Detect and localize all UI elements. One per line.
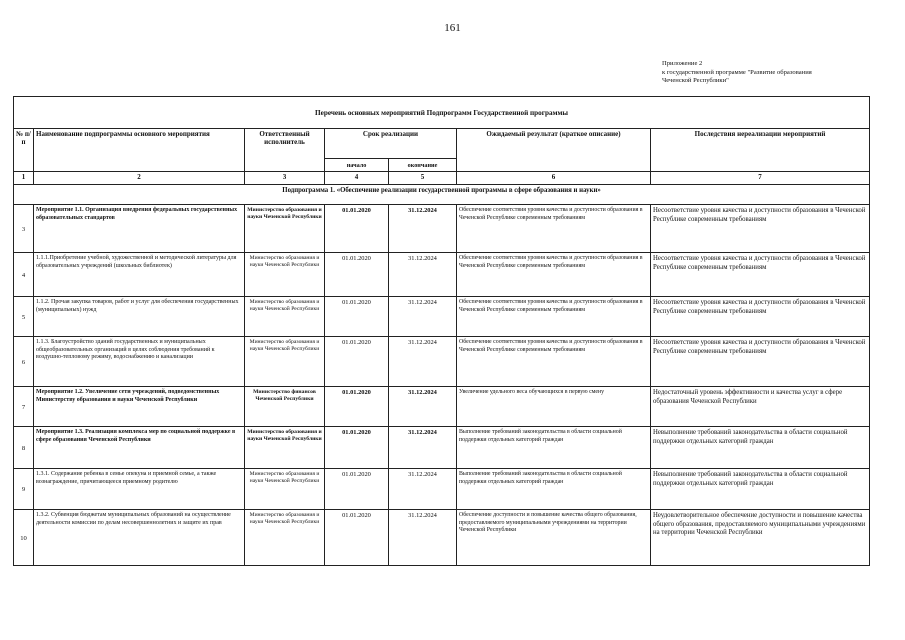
table-row (14, 297, 870, 337)
col-number: 4 (325, 172, 389, 185)
row-number: 8 (14, 427, 34, 469)
col-number: 7 (651, 172, 870, 185)
table-row (14, 510, 870, 566)
col-number: 3 (245, 172, 325, 185)
row-result: Выполнение требований законодательства в области социальной поддержки отдельных категорий граждан (457, 427, 651, 469)
row-executor: Министерство финансов Чеченской Республики (245, 387, 325, 427)
col-number: 1 (14, 172, 34, 185)
appendix-line-2: к государственной программе "Развитие образования (662, 68, 812, 76)
row-result: Обеспечение соответствия уровня качества и доступности образования в Чеченской Республике современным требованиям (457, 337, 651, 387)
row-end-date: 31.12.2024 (389, 510, 457, 566)
table-row (14, 427, 870, 469)
row-number: 6 (14, 337, 34, 387)
row-number: 9 (14, 469, 34, 510)
row-consequences: Неудовлетворительное обеспечение доступности и повышение качества общего образования, предоставляемого муниципальными учреждениями на территории Чеченской Республики (651, 510, 870, 566)
row-consequences: Невыполнение требований законодательства в области социальной поддержки отдельных категорий граждан (651, 427, 870, 469)
row-name: Мероприятие 1.2. Увеличение сети учреждений, подведомственных Министерству образования и науки Чеченской Республики (34, 387, 245, 427)
row-consequences: Несоответствие уровня качества и доступности образования в Чеченской Республике современным требованиям (651, 297, 870, 337)
header-name: Наименование подпрограммы основного мероприятия (34, 129, 245, 172)
row-result: Увеличение удельного веса обучающихся в первую смену (457, 387, 651, 427)
row-name: 1.3.1. Содержание ребенка в семье опекуна и приемной семье, а также вознаграждение, причитающееся приемному родителю (34, 469, 245, 510)
row-name: 1.1.3. Благоустройство зданий государственных и муниципальных общеобразовательных организаций в целях соблюдения требований к воздушно-тепловому режиму, водоснабжению и канализации (34, 337, 245, 387)
row-executor: Министерство образования и науки Чеченской Республики (245, 510, 325, 566)
row-start-date: 01.01.2020 (325, 253, 389, 297)
row-result: Обеспечение доступности и повышение качества общего образования, предоставляемого муниципальными учреждениями на территории Чеченской Республики (457, 510, 651, 566)
subprogram-heading: Подпрограмма 1. «Обеспечение реализации государственной программы в сфере образования и науки» (14, 185, 870, 205)
row-end-date: 31.12.2024 (389, 205, 457, 253)
header-start: начало (325, 159, 389, 172)
row-consequences: Несоответствие уровня качества и доступности образования в Чеченской Республике современным требованиям (651, 337, 870, 387)
row-number: 7 (14, 387, 34, 427)
row-consequences: Недостаточный уровень эффективности и качества услуг в сфере образования Чеченской Республики (651, 387, 870, 427)
row-number: 5 (14, 297, 34, 337)
row-consequences: Несоответствие уровня качества и доступности образования в Чеченской Республике современным требованиям (651, 205, 870, 253)
row-executor: Министерство образования и науки Чеченской Республики (245, 469, 325, 510)
appendix-note (662, 60, 812, 86)
row-consequences: Несоответствие уровня качества и доступности образования в Чеченской Республике современным требованиям (651, 253, 870, 297)
row-end-date: 31.12.2024 (389, 253, 457, 297)
table-row (14, 387, 870, 427)
row-start-date: 01.01.2020 (325, 297, 389, 337)
row-executor: Министерство образования и науки Чеченской Республики (245, 427, 325, 469)
row-number: 3 (14, 205, 34, 253)
header-executor: Ответственный исполнитель (245, 129, 325, 172)
row-name: 1.3.2. Субвенция бюджетам муниципальных образований на осуществление деятельности комиссии по делам несовершеннолетних и защите их прав (34, 510, 245, 566)
row-end-date: 31.12.2024 (389, 297, 457, 337)
row-number: 10 (14, 510, 34, 566)
row-result: Обеспечение соответствия уровня качества и доступности образования в Чеченской Республике современным требованиям (457, 253, 651, 297)
row-name: Мероприятие 1.1. Организация внедрения федеральных государственных образовательных стандартов (34, 205, 245, 253)
table-row (14, 205, 870, 253)
row-start-date: 01.01.2020 (325, 469, 389, 510)
row-number: 4 (14, 253, 34, 297)
table-row (14, 253, 870, 297)
appendix-line-3: Чеченской Республики" (662, 77, 729, 85)
col-number: 2 (34, 172, 245, 185)
row-result: Выполнение требований законодательства в области социальной поддержки отдельных категорий граждан (457, 469, 651, 510)
table-title: Перечень основных мероприятий Подпрограмм Государственной программы (14, 97, 870, 129)
row-executor: Министерство образования и науки Чеченской Республики (245, 253, 325, 297)
row-start-date: 01.01.2020 (325, 387, 389, 427)
row-start-date: 01.01.2020 (325, 510, 389, 566)
col-number: 6 (457, 172, 651, 185)
header-period: Срок реализации (325, 129, 457, 159)
header-end: окончание (389, 159, 457, 172)
header-result: Ожидаемый результат (краткое описание) (457, 129, 651, 172)
row-result: Обеспечение соответствия уровня качества и доступности образования в Чеченской Республике современным требованиям (457, 205, 651, 253)
page-number: 161 (444, 22, 461, 34)
row-name: 1.1.2. Прочая закупка товаров, работ и услуг для обеспечения государственных (муниципальных) нужд (34, 297, 245, 337)
header-num: № п/п (14, 129, 34, 172)
row-name: Мероприятие 1.3. Реализация комплекса мер по социальной поддержке в сфере образования Чеченской Республики (34, 427, 245, 469)
measures-table (13, 96, 870, 566)
row-end-date: 31.12.2024 (389, 469, 457, 510)
header-consequences: Последствия нереализации мероприятий (651, 129, 870, 172)
row-start-date: 01.01.2020 (325, 337, 389, 387)
appendix-line-1: Приложение 2 (662, 60, 703, 67)
row-executor: Министерство образования и науки Чеченской Республики (245, 337, 325, 387)
row-start-date: 01.01.2020 (325, 205, 389, 253)
row-end-date: 31.12.2024 (389, 427, 457, 469)
table-row (14, 337, 870, 387)
row-consequences: Невыполнение требований законодательства в области социальной поддержки отдельных категорий граждан (651, 469, 870, 510)
table-row (14, 469, 870, 510)
row-result: Обеспечение соответствия уровня качества и доступности образования в Чеченской Республике современным требованиям (457, 297, 651, 337)
row-end-date: 31.12.2024 (389, 387, 457, 427)
row-executor: Министерство образования и науки Чеченской Республики (245, 205, 325, 253)
row-name: 1.1.1.Приобретение учебной, художественной и методической литературы для образовательных учреждений (школьных библиотек) (34, 253, 245, 297)
row-executor: Министерство образования и науки Чеченской Республики (245, 297, 325, 337)
col-number: 5 (389, 172, 457, 185)
row-end-date: 31.12.2024 (389, 337, 457, 387)
row-start-date: 01.01.2020 (325, 427, 389, 469)
